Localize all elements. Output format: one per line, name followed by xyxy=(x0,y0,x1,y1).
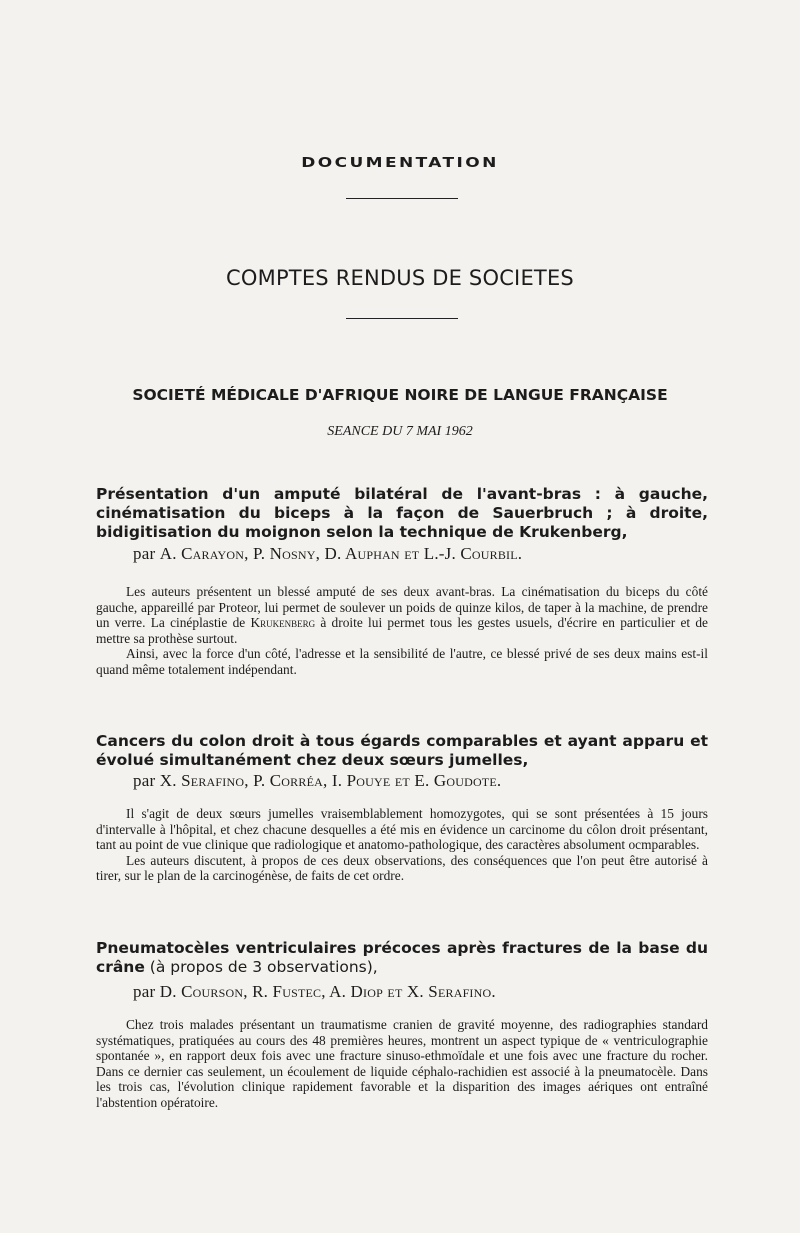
article-body xyxy=(96,1017,708,1111)
paragraph: Les auteurs présentent un blessé amputé de ses deux avant-bras. La cinématisation du biceps du côté gauche, appareillé par Proteor, lui permet de soulever un poids de quinze kilos, de taper à la machine, de prendre un verre. La cinéplastie de Krukenberg à droite lui permet tous les gestes usuels, d'écrire en particulier et de mettre sa prothèse surtout. xyxy=(96,584,709,646)
article-title: Cancers du colon droit à tous égards comparables et ayant apparu et évolué simultanément chez deux sœurs jumelles, xyxy=(96,732,708,769)
paragraph: Chez trois malades présentant un traumatisme cranien de gravité moyenne, des radiographies standard systématiques, pratiquées au cours des 48 premières heures, montrent un aspect typique de « ventriculographie spontanée », en rapport deux fois avec une fracture sinuso-ethmoïdale et une fois avec une fracture du rocher. Dans ce dernier cas seulement, un écoulement de liquide céphalo-rachidien est associé à la pneumatocèle. Dans les trois cas, l'évolution clinique rapidement favorable et la disparition des images aériques ont entraîné l'abstention opératoire. xyxy=(96,1017,708,1110)
article-authors xyxy=(133,771,501,791)
section-label: DOCUMENTATION xyxy=(301,155,499,171)
article-body xyxy=(96,806,708,884)
authors-names: A. Carayon, P. Nosny, D. Auphan et L.-J. Courbil. xyxy=(159,544,523,563)
divider-rule xyxy=(346,318,458,319)
article-title: Présentation d'un amputé bilatéral de l'avant-bras : à gauche, cinématisation du biceps à la façon de Sauerbruch ; à droite, bidigitisation du moignon selon la technique de Krukenberg, xyxy=(96,485,708,541)
authors-prefix: par xyxy=(133,982,156,1001)
session-date: SEANCE DU 7 MAI 1962 xyxy=(327,424,473,439)
authors-prefix: par xyxy=(133,771,156,790)
paragraph: Les auteurs discutent, à propos de ces deux observations, des conséquences que l'on peut être autorisé à tirer, sur le plan de la carcinogénèse, de faits de cet ordre. xyxy=(96,852,708,884)
article-title: Pneumatocèles ventriculaires précoces après fractures de la base du crâne (à propos de 3 observations), xyxy=(96,939,708,976)
society-name: SOCIETÉ MÉDICALE D'AFRIQUE NOIRE DE LANGUE FRANÇAISE xyxy=(132,386,668,404)
authors-names: X. Serafino, P. Corréa, I. Pouye et E. Goudote. xyxy=(159,771,502,790)
authors-names: D. Courson, R. Fustec, A. Diop et X. Serafino. xyxy=(159,982,496,1001)
paragraph: Ainsi, avec la force d'un côté, l'adresse et la sensibilité de l'autre, ce blessé privé de ses deux mains est-il quand même totalement indépendant. xyxy=(96,646,708,677)
page-title: COMPTES RENDUS DE SOCIETES xyxy=(226,266,574,290)
article-body xyxy=(96,584,708,678)
article-authors xyxy=(133,544,522,564)
authors-prefix: par xyxy=(133,544,156,563)
divider-rule xyxy=(346,198,458,199)
article-authors xyxy=(133,982,496,1002)
paragraph: Il s'agit de deux sœurs jumelles vraisemblablement homozygotes, qui se sont présentées à 15 jours d'intervalle à l'hôpital, et chez chacune desquelles a été mis en évidence un carcinome du côlon droit présentant, tant au point de vue clinique que radiologique et anatomo-pathologique, des caractères absolument ocmparables. xyxy=(96,806,708,853)
